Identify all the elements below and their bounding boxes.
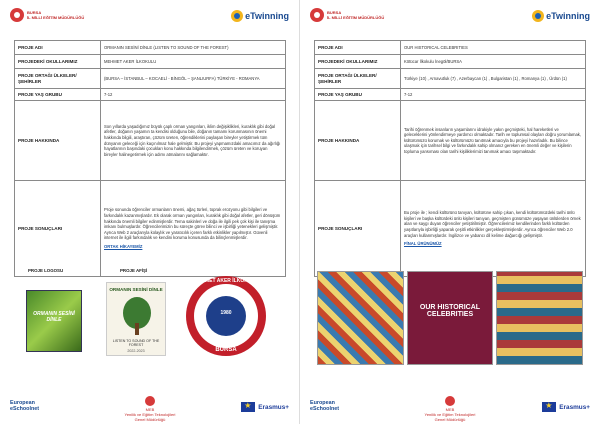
page-footer xyxy=(300,392,600,424)
row-value: 7-12 xyxy=(101,89,286,101)
page-header xyxy=(6,6,293,28)
european-schoolnet-logo xyxy=(10,400,39,412)
row-key: PROJEDEKİ OKULLARIMIZ xyxy=(315,55,401,69)
row-key: PROJE SONUÇLARI xyxy=(15,181,101,277)
etwinning-text: eTwinning xyxy=(546,11,590,21)
poster-title: ORMANIN SESİNİ DİNLE xyxy=(109,287,163,292)
collage-photo-2 xyxy=(407,271,494,365)
logo-image-text: ORMANIN SESİNİ DİNLE xyxy=(33,311,75,323)
es-line-1: European xyxy=(10,400,35,406)
erasmus-text: Erasmus+ xyxy=(258,403,289,411)
row-key: PROJE ORTAĞI ÜLKELER/ŞEHİRLER xyxy=(15,69,101,89)
logo-label: PROJE LOGOSU xyxy=(28,268,64,273)
erasmus-text: Erasmus+ xyxy=(559,403,590,411)
bursa-meb-logo xyxy=(310,8,384,22)
erasmus-logo xyxy=(241,402,289,412)
row-key: PROJE HAKKINDA xyxy=(315,101,401,181)
meb-yegitek-logo xyxy=(120,396,180,422)
logo-text-1: BURSA xyxy=(327,10,342,15)
row-value: Son yıllarda yaşadığımız büyük çaplı orman yangınları, iklim değişiklikleri, kuraklık gibi doğal afetler, doğanın yaşamın ta kendisi olduğunu bile, doğanın tamamı korunmasının önemi hakkında bilgili, araştıran, çözüm üreten, öğrendiklerini paylaşan bireyler yetiştirmek tüm dünyanın geleceği için kaçınılmaz hale gelmiştir. Bu projeyi yapmamızdaki amacımız da ağırlığı hayatlarının başındaki çocukları konu hakkında bilgilendirmek, çözüm üreten ve koruyan bireyler halinegetirmek için adımı atmalarını sağlamaktır. xyxy=(101,101,286,181)
left-images xyxy=(14,268,286,368)
collage-title: OUR HISTORICAL CELEBRITIES xyxy=(419,304,481,318)
european-schoolnet-logo xyxy=(310,400,339,412)
row-value: Türkiye (10) , Arnavutluk (7) , Azerbaycan (1) , Bulgaristan (1) , Romanya (1) , Ürdün (1) xyxy=(401,69,586,89)
project-poster-image xyxy=(106,282,166,356)
row-value: (BURSA – İSTANBUL – KOCAELİ - BİNGÖL – ŞANLIURFA) TÜRKİYE - ROMANYA xyxy=(101,69,286,89)
etwinning-text: eTwinning xyxy=(245,11,289,21)
tree-trunk xyxy=(135,323,139,335)
right-page xyxy=(300,0,600,424)
right-images xyxy=(314,268,586,368)
seal-core xyxy=(206,296,246,336)
row-key: PROJE ADI xyxy=(315,41,401,55)
logo-text-2: İL MİLLİ EĞİTİM MÜDÜRLÜĞÜ xyxy=(327,15,385,20)
row-key: PROJE ORTAĞI ÜLKELER/ŞEHİRLER xyxy=(315,69,401,89)
results-text: Proje sonunda öğrenciler ormanların önemi, ağaç türleri, toprak erozyonu gibi bilgileri ve farkındalık kazanmışlardır. Ek olarak orman yangınları, kuraklık gibi doğal afetler, geri dönüşüm hakkında önemli bilgiler edinmişlerdir. Tema sakinleri ve doğa ile ilgili pek çok kişi ile tanışma imkanı bulmuşlardır. Öğrencilerimizin bu süreçte görev bilinci ve işbirliği yetenekleri gelişmiştir. Ayrıca Web 2 araçlarıyla kolaylık ve yaratıcılık içeren farklı etkinlikler yapılmıştır. Güvenli internet ile ilgili farkındalık ve kendini koruma konusunda da bilinçlenmişlerdir. xyxy=(104,207,281,241)
poster-label: PROJE AFİŞİ xyxy=(120,268,148,273)
seal-year: 1980 xyxy=(220,310,232,316)
story-link[interactable]: ORTAK HİKAYEMİZ xyxy=(104,243,143,249)
seal-bottom-text: BURSA xyxy=(215,347,237,353)
row-value xyxy=(101,181,286,277)
etwinning-logo xyxy=(532,10,590,22)
eu-flag-icon xyxy=(542,402,556,412)
project-table-left xyxy=(14,40,286,277)
row-key: PROJE YAŞ GRUBU xyxy=(315,89,401,101)
meb-emblem-icon xyxy=(145,396,155,406)
es-line-2: eSchoolnet xyxy=(10,406,40,412)
poster-subtitle: LISTEN TO SOUND OF THE FOREST xyxy=(112,339,160,347)
page-header xyxy=(306,6,594,28)
meb-yegitek-logo xyxy=(420,396,480,422)
meb-text: MEB xyxy=(445,407,455,412)
collage-photo-3 xyxy=(496,271,583,365)
row-key: PROJEDEKİ OKULLARIMIZ xyxy=(15,55,101,69)
row-value xyxy=(401,181,586,277)
project-table-right xyxy=(314,40,586,277)
bursa-meb-logo xyxy=(10,8,84,22)
row-key: PROJE HAKKINDA xyxy=(15,101,101,181)
meb-text: MEB xyxy=(145,407,155,412)
page-footer xyxy=(0,392,299,424)
row-key: PROJE ADI xyxy=(15,41,101,55)
logo-text-2: İL MİLLİ EĞİTİM MÜDÜRLÜĞÜ xyxy=(27,15,85,20)
project-logo-image xyxy=(26,290,82,352)
bursa-emblem-icon xyxy=(310,8,324,22)
eu-flag-icon xyxy=(241,402,255,412)
row-value: ORMANIN SESİNİ DİNLE (LISTEN TO SOUND OF THE FOREST) xyxy=(101,41,286,55)
yegitek-line-1: Yenilik ve Eğitim Teknolojileri xyxy=(424,412,476,417)
results-text: Bu proje ile ; kendi kültürünü tanıyan, kültürüne sahip çıkan, kendi kültürümüzdeki tarihi ünlü kişileri ve başka kültürdeki ünlü kişileri tanıyan, geçmişten günümüze yaşayan ünlülerden örnek alan ve saygı duyan öğrenciler yetiştirilmiştir. Öğrencilerimiz kendilerinden farklı kültürden yaşıtlarıyla işbirliği yaparak çeşitli etkinlikler gerçekleştirmişlerdir. Ayrıca öğrenciler Web 2.0 araçları kullanmışlardır. İngilizce ve yabancı dil kelime dağarcığı gelişmiştir. xyxy=(404,210,581,238)
es-line-1: European xyxy=(310,400,335,406)
meb-emblem-icon xyxy=(445,396,455,406)
row-value: MEHMET AKER İLKOKULU xyxy=(101,55,286,69)
school-seal xyxy=(186,276,266,356)
row-value: Tarihi öğrenmek insanların yaşamlarını idrakiyle yakın geçmişteki, hal hareketleri ve geleceklerini yönlendirmeye yardımcı olmaktadır. Tarih ve toplumsal olayları doğru yorumlamak, kültürümüzü korumak ve kültürümüzü tanıtmak amacıyla bu projeyi hazırladık. Bu bilince ulaşmak için tarihsel bilgi ve farkındalık sahip olmanız gereken en önemli değer ve kişilerin topluma yansıması olan tarihi kişiliklerimizi tanımak amacı taşımaktadır. xyxy=(401,101,586,181)
collage-photo-1 xyxy=(317,271,404,365)
yegitek-line-1: Yenilik ve Eğitim Teknolojileri xyxy=(124,412,176,417)
seal-top-text: MEHMET AKER İLKOKULU xyxy=(193,278,259,284)
poster-year: 2022-2023 xyxy=(127,349,145,353)
row-value: Kötücar İlkokulu İnegöl/BURSA xyxy=(401,55,586,69)
row-key: PROJE SONUÇLARI xyxy=(315,181,401,277)
row-value: 7-12 xyxy=(401,89,586,101)
row-key: PROJE YAŞ GRUBU xyxy=(15,89,101,101)
etwinning-logo xyxy=(231,10,289,22)
yegitek-line-2: Genel Müdürlüğü xyxy=(434,417,466,422)
bursa-emblem-icon xyxy=(10,8,24,22)
yegitek-line-2: Genel Müdürlüğü xyxy=(134,417,166,422)
es-line-2: eSchoolnet xyxy=(310,406,340,412)
erasmus-logo xyxy=(542,402,590,412)
photo-collage xyxy=(314,268,586,368)
logo-text-1: BURSA xyxy=(27,10,42,15)
final-product-link[interactable]: FİNAL ÜRÜNÜMÜZ xyxy=(404,241,442,247)
etwinning-star-icon xyxy=(532,10,544,22)
row-value: OUR HISTORICAL CELEBRITIES xyxy=(401,41,586,55)
etwinning-star-icon xyxy=(231,10,243,22)
